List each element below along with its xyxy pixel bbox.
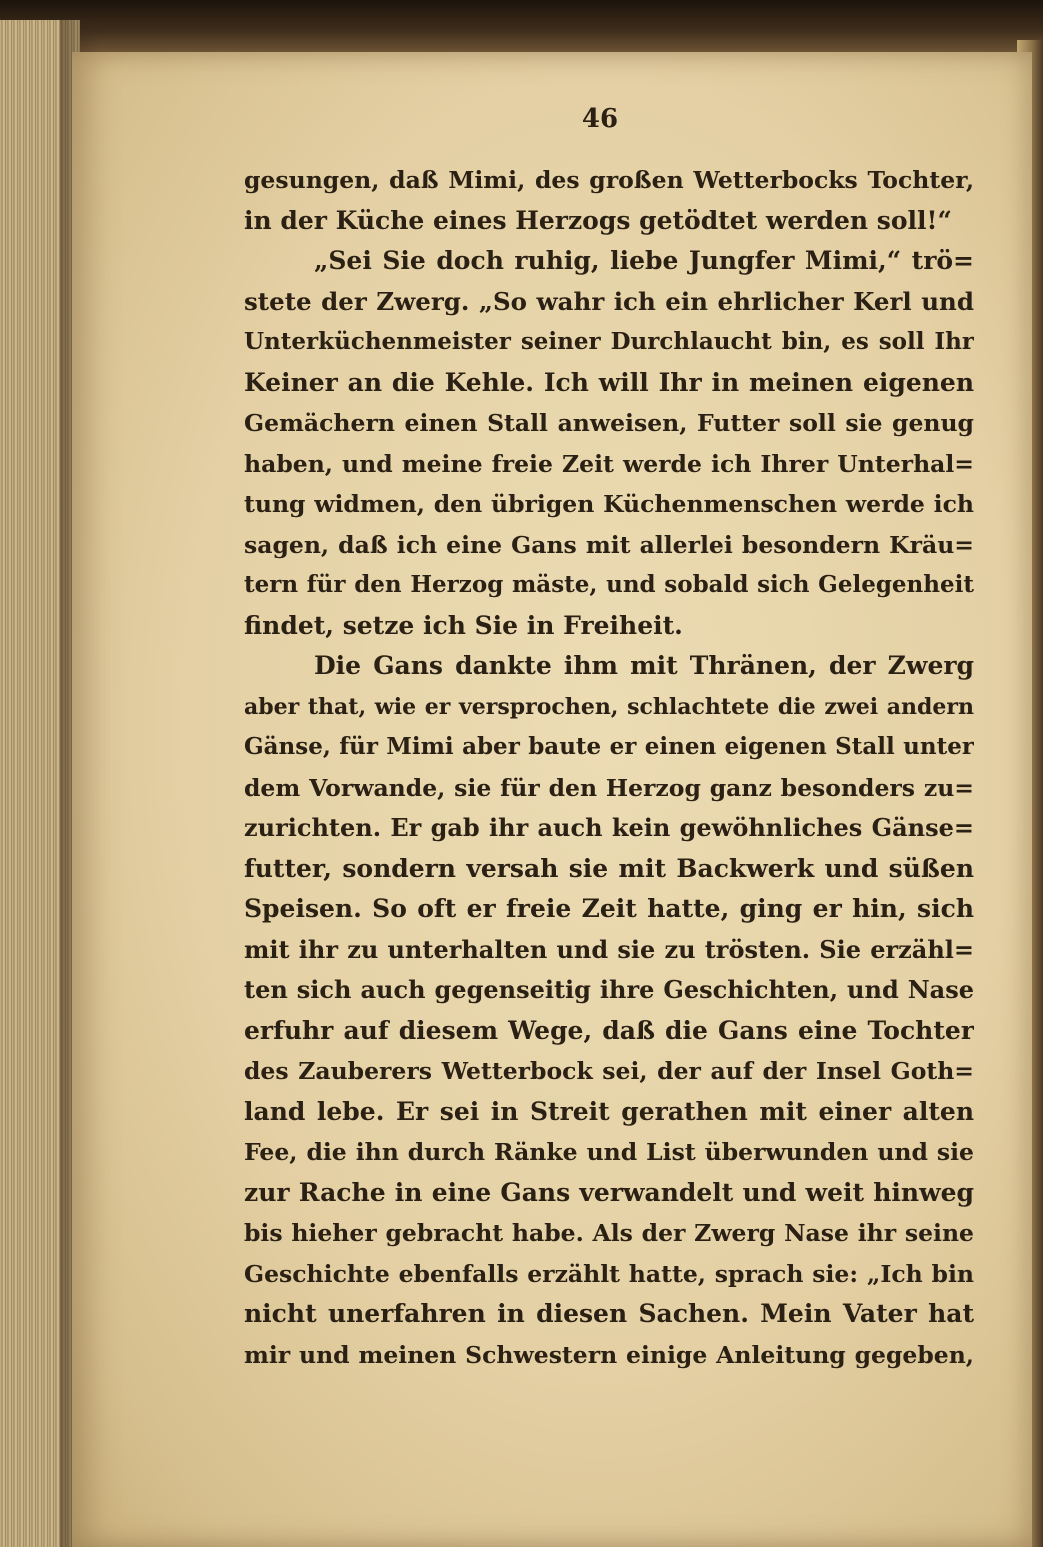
book-cover-top-edge [0, 0, 1043, 56]
text-line-19: Speisen. So oft er freie Zeit hatte, ging er hin, sich [244, 894, 974, 923]
text-line-22: erfuhr auf diesem Wege, daß die Gans eine Tochter [244, 1015, 974, 1045]
text-line-12: findet, setze ich Sie in Freiheit. [244, 610, 683, 640]
text-line-27: bis hieher gebracht habe. Als der Zwerg Nase ihr seine [244, 1219, 974, 1247]
body-text [244, 160, 974, 1375]
text-line-23: des Zauberers Wetterbock sei, der auf der Insel Goth= [244, 1057, 974, 1085]
text-line-15: Gänse, für Mimi aber baute er einen eigenen Stall unter [244, 733, 974, 760]
text-line-24: land lebe. Er sei in Streit gerathen mit einer alten [244, 1096, 974, 1126]
text-line-29: nicht unerfahren in diesen Sachen. Mein Vater hat [244, 1299, 974, 1328]
text-line-3: „Sei Sie doch ruhig, liebe Jungfer Mimi,“ trö= [314, 246, 974, 275]
text-line-9: tung widmen, den übrigen Küchenmenschen werde ich [244, 490, 974, 518]
text-line-17: zurichten. Er gab ihr auch kein gewöhnliches Gänse= [244, 813, 974, 842]
text-line-26: zur Rache in eine Gans verwandelt und weit hinweg [244, 1177, 974, 1207]
text-line-18: futter, sondern versah sie mit Backwerk und süßen [244, 853, 974, 883]
page-number: 46 [581, 104, 619, 134]
text-line-14: aber that, wie er versprochen, schlachtete die zwei andern [244, 693, 974, 720]
text-line-28: Geschichte ebenfalls erzählt hatte, sprach sie: „Ich bin [244, 1259, 974, 1288]
text-line-4: stete der Zwerg. „So wahr ich ein ehrlicher Kerl und [244, 286, 974, 316]
text-line-25: Fee, die ihn durch Ränke und List überwunden und sie [244, 1138, 974, 1166]
text-line-30: mir und meinen Schwestern einige Anleitung gegeben, [244, 1340, 974, 1369]
text-line-21: ten sich auch gegenseitig ihre Geschichten, und Nase [244, 975, 974, 1004]
text-line-10: sagen, daß ich eine Gans mit allerlei besondern Kräu= [244, 530, 974, 559]
text-line-7: Gemächern einen Stall anweisen, Futter soll sie genug [244, 409, 974, 437]
text-line-2: in der Küche eines Herzogs getödtet werden soll!“ [244, 205, 952, 235]
text-line-1: gesungen, daß Mimi, des großen Wetterbocks Tochter, [244, 166, 974, 194]
text-line-11: tern für den Herzog mäste, und sobald sich Gelegenheit [244, 571, 974, 598]
text-line-6: Keiner an die Kehle. Ich will Ihr in meinen eigenen [244, 367, 974, 397]
text-line-16: dem Vorwande, sie für den Herzog ganz besonders zu= [244, 773, 974, 802]
text-line-5: Unterküchenmeister seiner Durchlaucht bin, es soll Ihr [244, 328, 974, 355]
text-line-20: mit ihr zu unterhalten und sie zu trösten. Sie erzähl= [244, 934, 974, 964]
text-line-13: Die Gans dankte ihm mit Thränen, der Zwerg [314, 651, 974, 680]
text-line-8: haben, und meine freie Zeit werde ich Ihrer Unterhal= [244, 449, 974, 478]
